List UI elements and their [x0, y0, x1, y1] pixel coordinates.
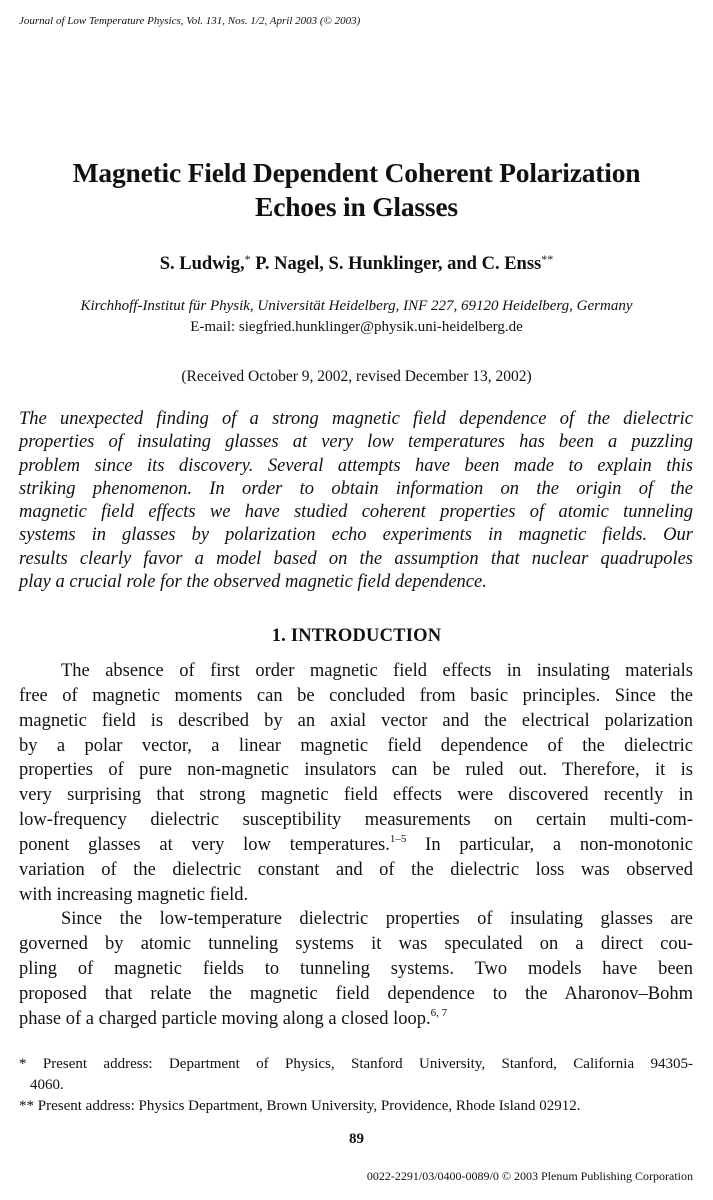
body-line: variation of the dielectric constant and of the dielectric loss was observed [19, 859, 693, 880]
body-line [19, 833, 693, 858]
abstract-line: The unexpected finding of a strong magnetic field dependence of the dielectric [19, 409, 693, 429]
introduction-body [19, 659, 693, 1032]
abstract-line: play a crucial role for the observed magnetic field dependence. [19, 572, 487, 593]
body-line: free of magnetic moments can be concluded from basic principles. Since the [19, 685, 693, 706]
section-heading-introduction: 1. INTRODUCTION [271, 626, 442, 646]
body-line: pling of magnetic fields to tunneling systems. Two models have been [19, 959, 693, 980]
body-text-fragment: In particular, a non-monotonic [406, 834, 693, 855]
body-line: governed by atomic tunneling systems it was speculated on a direct cou- [19, 934, 693, 955]
body-text-fragment: phase of a charged particle moving along a closed loop. [19, 1008, 431, 1029]
body-line: low-frequency dielectric susceptibility measurements on certain multi-com- [19, 810, 693, 831]
contact-email: E-mail: siegfried.hunklinger@physik.uni-heidelberg.de [190, 319, 523, 335]
body-line: proposed that relate the magnetic field dependence to the Aharonov–Bohm [19, 983, 693, 1004]
footnote-mark-1: * [244, 252, 251, 266]
body-line: properties of pure non-magnetic insulators can be ruled out. Therefore, it is [19, 760, 693, 781]
abstract-line: results clearly favor a model based on the assumption that nuclear quadrupoles [19, 548, 693, 569]
footnote-2: ** Present address: Physics Department, Brown University, Providence, Rhode Island 02912. [19, 1098, 581, 1114]
body-line: by a polar vector, a linear magnetic field dependence of the dielectric [19, 735, 693, 756]
affiliation: Kirchhoff-Institut für Physik, Universität Heidelberg, INF 227, 69120 Heidelberg, Germany [80, 298, 633, 314]
body-line: with increasing magnetic field. [19, 884, 249, 905]
author-ludwig: S. Ludwig, [159, 254, 245, 274]
abstract-line: properties of insulating glasses at very low temperatures has been a puzzling [19, 432, 693, 453]
paper-title [0, 156, 713, 224]
citation-ref: 6, 7 [430, 1006, 448, 1019]
body-line: Since the low-temperature dielectric properties of insulating glasses are [61, 909, 693, 930]
page-number: 89 [349, 1131, 364, 1147]
body-text-fragment: ponent glasses at very low temperatures. [19, 834, 390, 855]
footnote-1-continued: 4060. [30, 1077, 64, 1093]
abstract-line: problem since its discovery. Several attempts have been made to explain this [19, 455, 693, 476]
title-line-2: Echoes in Glasses [255, 191, 458, 222]
body-line: The absence of first order magnetic field effects in insulating materials [61, 661, 693, 681]
abstract-line: systems in glasses by polarization echo experiments in magnetic fields. Our [19, 525, 693, 546]
footnote-1: * Present address: Department of Physics, Stanford University, Stanford, California 94305- [19, 1056, 693, 1072]
citation-ref: 1–5 [389, 832, 407, 845]
title-line-1: Magnetic Field Dependent Coherent Polarization [72, 157, 641, 188]
author-others: P. Nagel, S. Hunklinger, and C. Enss [250, 254, 542, 274]
abstract [19, 408, 693, 594]
copyright-line: 0022-2291/03/0400-0089/0 © 2003 Plenum Publishing Corporation [366, 1169, 693, 1183]
body-line: magnetic field is described by an axial vector and the electrical polarization [19, 710, 693, 731]
body-line: very surprising that strong magnetic field effects were discovered recently in [19, 785, 693, 806]
body-line [19, 1007, 693, 1032]
abstract-line: magnetic field effects we have studied coherent properties of atomic tunneling [19, 502, 693, 523]
received-dates: (Received October 9, 2002, revised December 13, 2002) [181, 368, 532, 385]
journal-citation: Journal of Low Temperature Physics, Vol. 131, Nos. 1/2, April 2003 (© 2003) [19, 15, 361, 27]
author-list [0, 254, 713, 275]
footnotes [19, 1054, 693, 1117]
footnote-mark-2: ** [541, 252, 554, 266]
abstract-line: striking phenomenon. In order to obtain information on the origin of the [19, 478, 693, 499]
